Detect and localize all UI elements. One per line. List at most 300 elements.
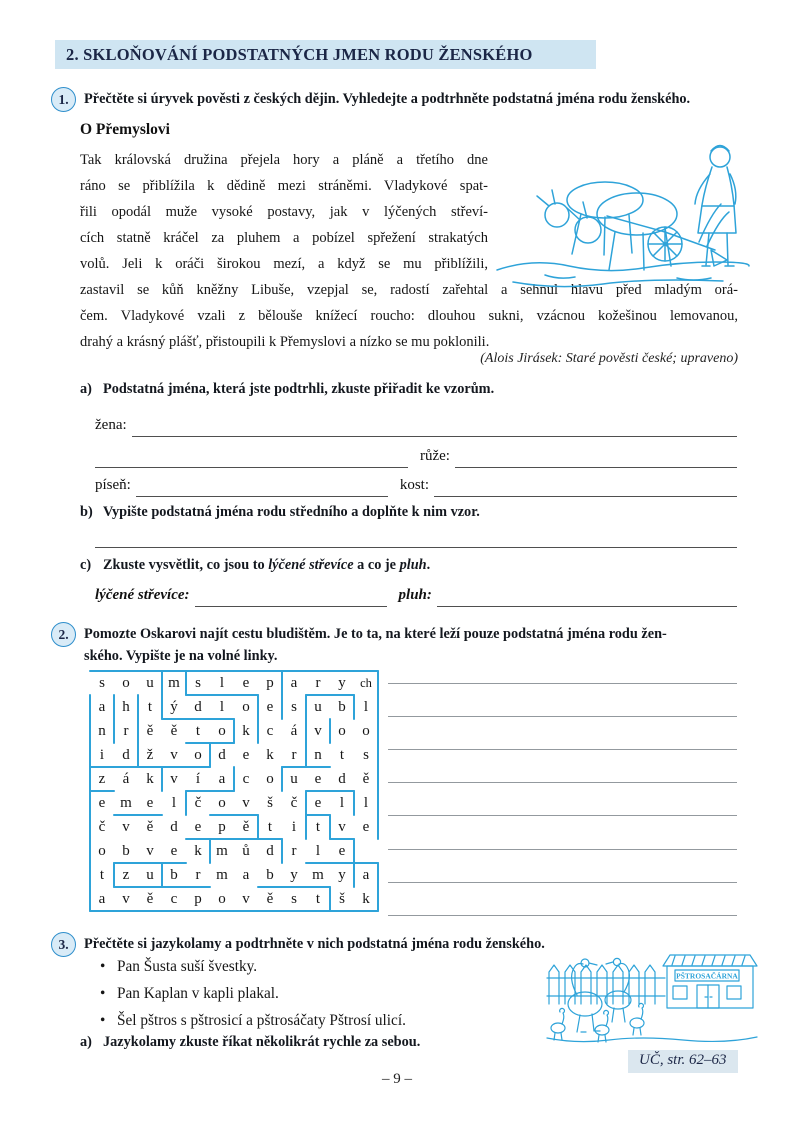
ostrich-farm-illustration xyxy=(543,944,761,1048)
maze-letter: v xyxy=(146,843,154,859)
story-line: Tak královská družina přejela hory a pláně a třetího dne xyxy=(80,152,488,168)
maze-wall xyxy=(305,862,332,865)
maze-letter: o xyxy=(242,699,250,715)
maze-wall xyxy=(305,694,332,697)
maze-letter: s xyxy=(291,891,297,907)
maze-wall xyxy=(377,718,380,745)
maze-wall xyxy=(305,814,332,817)
maze-letter: č xyxy=(194,795,202,811)
maze-wall xyxy=(89,742,92,769)
maze-letter: t xyxy=(315,819,321,835)
fill-line-strevice[interactable] xyxy=(195,581,387,607)
ground-line xyxy=(497,262,749,271)
fill-line-ruze[interactable] xyxy=(455,443,737,468)
fill-line-pisen[interactable] xyxy=(136,472,388,497)
maze-letter: i xyxy=(291,819,297,835)
maze-wall xyxy=(161,862,164,889)
maze-wall xyxy=(353,790,356,817)
maze-wall xyxy=(329,862,356,865)
ostrich-chick xyxy=(551,1023,565,1033)
exercise1b-text: Vypište podstatná jména rodu středního a doplňte k nim vzor. xyxy=(103,504,480,520)
maze-letter: v xyxy=(170,747,178,763)
answer-line[interactable] xyxy=(388,717,737,750)
maze-letter: a xyxy=(98,699,106,715)
maze-wall xyxy=(305,742,308,769)
maze-letter: r xyxy=(123,723,129,739)
maze-letter: l xyxy=(363,699,369,715)
maze-letter: l xyxy=(219,699,225,715)
maze-letter: s xyxy=(99,675,105,691)
exercise1c-answer-row xyxy=(95,581,737,607)
maze-letter: v xyxy=(122,819,130,835)
maze-wall xyxy=(161,670,164,697)
answer-line[interactable] xyxy=(388,850,737,883)
maze-letter: m xyxy=(216,843,228,859)
maze-wall xyxy=(305,886,332,889)
maze-letter: m xyxy=(312,867,324,883)
maze-wall xyxy=(89,838,92,865)
story-attribution: (Alois Jirásek: Staré pověsti české; upraveno) xyxy=(480,351,738,366)
plowman-head xyxy=(710,147,730,167)
maze-wall xyxy=(209,838,212,865)
maze-wall xyxy=(89,790,116,793)
maze-wall xyxy=(329,886,332,913)
maze-wall xyxy=(305,790,308,817)
maze-wall xyxy=(89,766,92,793)
ox-body xyxy=(567,182,643,218)
exercise3a-label: a) xyxy=(80,1034,92,1050)
maze-letter: p xyxy=(194,891,202,907)
maze-letter: u xyxy=(146,675,154,691)
maze-wall xyxy=(89,718,92,745)
maze-wall xyxy=(209,718,236,721)
maze-letter: l xyxy=(315,843,321,859)
maze-wall xyxy=(305,694,308,721)
maze-letter: ě xyxy=(266,891,274,907)
maze-wall xyxy=(185,766,212,769)
maze-letter: n xyxy=(98,723,106,739)
maze-wall xyxy=(209,742,236,745)
exercise3a-heading xyxy=(80,1034,420,1051)
story-line: řili opodál muže vysoké postavy, jak v lýčených střeví- xyxy=(80,204,488,220)
maze-wall xyxy=(329,790,356,793)
maze-wall xyxy=(89,694,92,721)
maze-letter: p xyxy=(218,819,226,835)
maze-wall xyxy=(113,862,116,889)
maze-letter: k xyxy=(146,771,154,787)
maze-letter: e xyxy=(194,819,202,835)
maze-letter: ě xyxy=(362,771,370,787)
answer-line[interactable] xyxy=(388,783,737,816)
maze-wall xyxy=(113,886,140,889)
maze-letter: á xyxy=(290,723,298,739)
maze-letter: b xyxy=(170,867,178,883)
maze-wall xyxy=(209,910,236,913)
maze-wall xyxy=(257,886,284,889)
maze-letter: m xyxy=(120,795,132,811)
maze-letter: b xyxy=(338,699,346,715)
chapter-title: 2. SKLOŇOVÁNÍ PODSTATNÝCH JMEN RODU ŽENSKÉHO xyxy=(55,40,596,69)
exercise1c-term1: lýčené střevíce xyxy=(268,557,354,573)
maze-wall xyxy=(281,766,308,769)
maze-letter: d xyxy=(266,843,274,859)
maze-letter: u xyxy=(314,699,322,715)
maze-letter: b xyxy=(122,843,130,859)
maze-letter: ů xyxy=(242,843,250,859)
maze-letter: l xyxy=(363,795,369,811)
maze-wall xyxy=(377,766,380,793)
maze-letter: c xyxy=(266,723,274,739)
maze-letter: e xyxy=(242,747,250,763)
maze-letter: u xyxy=(290,771,298,787)
maze-letter: t xyxy=(339,747,345,763)
story-line: volů. Jeli k oráči širokou mezí, a když se mu přiblížili, xyxy=(80,256,488,272)
ostrich-chick xyxy=(630,1018,644,1028)
fill-line-pluh[interactable] xyxy=(437,581,737,607)
maze-wall xyxy=(185,670,188,697)
answer-line[interactable] xyxy=(388,651,737,684)
maze-wall xyxy=(161,886,188,889)
maze-letter: e xyxy=(362,819,370,835)
maze-letter: o xyxy=(218,795,226,811)
exercise1b-answer-row xyxy=(95,523,737,548)
maze-wall xyxy=(137,886,164,889)
tongue-twister-text: Pan Kaplan v kapli plakal. xyxy=(117,985,279,1002)
maze-letter: š xyxy=(267,795,273,811)
maze-letter: s xyxy=(363,747,369,763)
maze-wall xyxy=(185,718,212,721)
maze-wall xyxy=(281,838,284,865)
maze-letter: t xyxy=(195,723,201,739)
maze-wall xyxy=(113,814,140,817)
maze-wall xyxy=(137,766,164,769)
maze-letter: k xyxy=(266,747,274,763)
maze-wall xyxy=(161,862,188,865)
maze-wall xyxy=(377,742,380,769)
maze-letter: č xyxy=(290,795,298,811)
maze-letter: r xyxy=(291,843,297,859)
exercise3-number-badge: 3. xyxy=(51,932,76,957)
maze-wall xyxy=(257,910,284,913)
maze-letter: ě xyxy=(242,819,250,835)
maze-letter: u xyxy=(146,867,154,883)
maze-letter: t xyxy=(267,819,273,835)
maze-wall xyxy=(257,814,260,841)
maze-wall xyxy=(353,670,380,673)
maze-letter: m xyxy=(216,867,228,883)
maze-wall xyxy=(161,694,164,721)
answer-line[interactable] xyxy=(388,816,737,849)
maze-wall xyxy=(185,790,188,817)
pattern-row-pisen-kost xyxy=(95,472,737,497)
maze-wall xyxy=(377,814,380,841)
maze-wall xyxy=(305,790,332,793)
maze-wall xyxy=(377,886,380,913)
maze-letter: r xyxy=(315,675,321,691)
maze-letter: á xyxy=(122,771,130,787)
maze-wall xyxy=(281,766,284,793)
maze-letter: d xyxy=(194,699,202,715)
maze-wall xyxy=(281,670,284,697)
maze-letter: b xyxy=(266,867,274,883)
maze-letter: a xyxy=(218,771,226,787)
page-number: – 9 – xyxy=(382,1071,412,1087)
maze-wall xyxy=(209,814,236,817)
maze-wall xyxy=(113,862,140,865)
maze-letter: s xyxy=(291,699,297,715)
maze-letter: č xyxy=(98,819,106,835)
maze-wall xyxy=(89,766,116,769)
maze-wall xyxy=(233,694,260,697)
maze-wall xyxy=(377,694,380,721)
maze-wall xyxy=(137,742,140,769)
maze-letter: v xyxy=(314,723,322,739)
maze-letter: v xyxy=(122,891,130,907)
pattern-label-ruze: růže: xyxy=(420,448,450,464)
maze-letter: í xyxy=(195,771,201,787)
maze-letter: a xyxy=(290,675,298,691)
plowman-oxen-illustration xyxy=(487,120,759,292)
answer-line[interactable] xyxy=(388,750,737,783)
maze-letter: e xyxy=(170,843,178,859)
maze-wall xyxy=(89,790,92,817)
maze-wall xyxy=(281,910,308,913)
maze-wall xyxy=(233,670,260,673)
maze-letter: e xyxy=(314,771,322,787)
fill-line-b[interactable] xyxy=(95,523,737,548)
maze-wall xyxy=(305,814,308,841)
bullet-icon: • xyxy=(100,958,106,975)
maze-letter: c xyxy=(242,771,250,787)
exercise1a-label: a) xyxy=(80,381,92,397)
maze-wall xyxy=(305,910,332,913)
maze-letter: d xyxy=(122,747,130,763)
maze-letter: t xyxy=(147,699,153,715)
exercise3a-text: Jazykolamy zkuste říkat několikrát rychle za sebou. xyxy=(103,1034,421,1050)
maze-letter: c xyxy=(170,891,178,907)
maze-wall xyxy=(185,886,212,889)
maze-wall xyxy=(209,694,236,697)
maze-letter: v xyxy=(170,771,178,787)
maze-letter: ě xyxy=(146,819,154,835)
bullet-icon: • xyxy=(100,985,106,1002)
maze-wall xyxy=(137,814,164,817)
maze-wall xyxy=(161,910,188,913)
exercise1b-label: b) xyxy=(80,504,93,520)
fill-label-strevice: lýčené střevíce: xyxy=(95,587,190,603)
maze-letter: v xyxy=(338,819,346,835)
maze-wall xyxy=(161,670,188,673)
maze-wall xyxy=(353,862,380,865)
tongue-twister-text: Šel pštros s pštrosicí a pštrosáčaty Pštrosí ulicí. xyxy=(117,1012,406,1029)
tongue-twister-list xyxy=(100,953,406,1034)
maze-letter: e xyxy=(98,795,106,811)
ostrich-body xyxy=(605,991,631,1009)
tongue-twister xyxy=(100,953,406,980)
maze-wall xyxy=(137,910,164,913)
maze-letter: h xyxy=(122,699,130,715)
maze-wall xyxy=(329,670,356,673)
maze-letter: d xyxy=(218,747,226,763)
maze-letter: y xyxy=(338,867,346,883)
maze-letter: p xyxy=(266,675,274,691)
fill-line-kost[interactable] xyxy=(434,472,737,497)
exercise1b-heading xyxy=(80,504,480,521)
maze-letter: r xyxy=(291,747,297,763)
answer-line[interactable] xyxy=(388,684,737,717)
tongue-twister xyxy=(100,1007,406,1034)
story-line: drahý a krásný plášť, přistoupili k Přemyslovi a nízko se mu poklonili. xyxy=(80,334,490,350)
maze-letter: o xyxy=(266,771,274,787)
maze-wall xyxy=(281,886,308,889)
maze-wall xyxy=(113,718,116,745)
maze-wall xyxy=(185,742,212,745)
pattern-row-ruze xyxy=(95,443,737,468)
exercise1c-term2: pluh xyxy=(399,557,427,573)
maze-wall xyxy=(161,766,188,769)
maze-letter: k xyxy=(194,843,202,859)
maze-wall xyxy=(377,670,380,697)
maze-wall xyxy=(233,814,260,817)
maze-letter: l xyxy=(171,795,177,811)
maze-wall xyxy=(89,814,92,841)
maze-wall xyxy=(377,862,380,889)
maze-wall xyxy=(305,766,332,769)
fill-label-pluh: pluh: xyxy=(398,587,432,603)
maze-wall xyxy=(209,790,236,793)
maze-wall xyxy=(329,694,356,697)
story-line: ráno se přiblížila k dědině mezi stráněmi. Vladykové spat- xyxy=(80,178,488,194)
maze-letter: ý xyxy=(170,699,178,715)
answer-line[interactable] xyxy=(388,883,737,916)
maze-wall xyxy=(185,838,212,841)
maze-letter: a xyxy=(362,867,370,883)
maze-wall xyxy=(185,790,212,793)
maze-letter: ě xyxy=(146,723,154,739)
bullet-icon: • xyxy=(100,1012,106,1029)
fill-line-zena-continued[interactable] xyxy=(95,443,408,468)
maze-letter: o xyxy=(362,723,370,739)
maze-wall xyxy=(353,910,380,913)
maze-letter: l xyxy=(219,675,225,691)
maze-wall xyxy=(185,694,212,697)
ground-line xyxy=(547,1037,757,1042)
maze-wall xyxy=(329,814,332,841)
maze-letter: r xyxy=(195,867,201,883)
maze-letter: v xyxy=(242,891,250,907)
maze-letter: o xyxy=(218,723,226,739)
exercise1c-text-pre: Zkuste vysvětlit, co jsou to xyxy=(103,557,269,573)
maze-wall xyxy=(113,910,140,913)
maze-wall xyxy=(137,670,164,673)
maze-letter: t xyxy=(99,867,105,883)
maze-wall xyxy=(89,862,92,889)
maze-wall xyxy=(233,718,236,745)
maze-wall xyxy=(113,694,116,721)
maze-wall xyxy=(281,694,284,721)
maze-letter: z xyxy=(122,867,130,883)
fill-line-zena[interactable] xyxy=(132,412,737,437)
maze-letter: k xyxy=(362,891,370,907)
maze-wall xyxy=(89,886,92,913)
maze-wall xyxy=(209,742,212,769)
maze-wall xyxy=(257,694,260,721)
maze-letter: o xyxy=(98,843,106,859)
maze-wall xyxy=(257,718,260,745)
pattern-label-kost: kost: xyxy=(399,477,430,493)
pattern-label-pisen: píseň: xyxy=(95,477,131,493)
maze-wall xyxy=(233,838,260,841)
maze-letter: e xyxy=(242,675,250,691)
maze-wall xyxy=(209,670,236,673)
maze-wall xyxy=(353,694,356,721)
maze-letter: ch xyxy=(360,676,372,690)
maze-letter: s xyxy=(195,675,201,691)
story-line: čem. Vladykové vzali z bělouše knížecí roucho: dlouhou sukni, vzácnou kožešinou lemovanou, xyxy=(80,308,738,324)
maze-letter: ě xyxy=(146,891,154,907)
maze-letter: l xyxy=(339,795,345,811)
maze-letter: e xyxy=(338,843,346,859)
maze-letter: z xyxy=(98,771,106,787)
maze-letter: n xyxy=(314,747,322,763)
maze-wall xyxy=(257,670,284,673)
maze-wall xyxy=(305,718,308,745)
maze-wall xyxy=(329,718,332,745)
tongue-twister-text: Pan Šusta suší švestky. xyxy=(117,958,258,975)
maze-letter: i xyxy=(99,747,105,763)
maze-grid[interactable] xyxy=(90,671,378,911)
maze-wall xyxy=(185,910,212,913)
maze-letter: o xyxy=(218,891,226,907)
maze-letter: d xyxy=(170,819,178,835)
exercise2-instruction-line2: ského. Vypište je na volné linky. xyxy=(84,648,278,664)
maze-wall xyxy=(137,862,164,865)
textbook-reference: UČ, str. 62–63 xyxy=(628,1050,738,1073)
exercise1a-heading xyxy=(80,381,494,398)
maze-wall xyxy=(329,910,356,913)
maze-answer-lines xyxy=(388,651,737,916)
maze-letter: š xyxy=(339,891,345,907)
maze-letter: a xyxy=(242,867,250,883)
maze-wall xyxy=(161,718,188,721)
maze-wall xyxy=(137,694,140,721)
tongue-twister xyxy=(100,980,406,1007)
maze-letter: y xyxy=(338,675,346,691)
maze-wall xyxy=(233,766,236,793)
maze-letter: v xyxy=(242,795,250,811)
maze-wall xyxy=(377,790,380,817)
maze-letter: e xyxy=(146,795,154,811)
maze-wall xyxy=(353,862,356,889)
exercise1c-heading xyxy=(80,557,430,574)
maze-wall xyxy=(113,670,140,673)
ostrich-chick xyxy=(595,1025,609,1035)
farm-sign-text: PŠTROSAČÁRNA xyxy=(676,971,738,981)
story-line: zastavil se kůň kněžny Libuše, vzepjal se, radostí zařehtal a sehnul hlavu před mladým orá- xyxy=(80,282,738,298)
exercise2-number-badge: 2. xyxy=(51,622,76,647)
maze-letter: ž xyxy=(146,747,154,763)
maze-wall xyxy=(305,670,332,673)
pattern-row-zena xyxy=(95,412,737,437)
story-title: O Přemyslovi xyxy=(80,121,170,138)
maze-letter: d xyxy=(338,771,346,787)
maze-letter: k xyxy=(242,723,250,739)
maze-wall xyxy=(329,838,356,841)
maze-letter: o xyxy=(194,747,202,763)
maze-letter: a xyxy=(98,891,106,907)
exercise1-number-badge: 1. xyxy=(51,87,76,112)
maze-wall xyxy=(113,766,140,769)
